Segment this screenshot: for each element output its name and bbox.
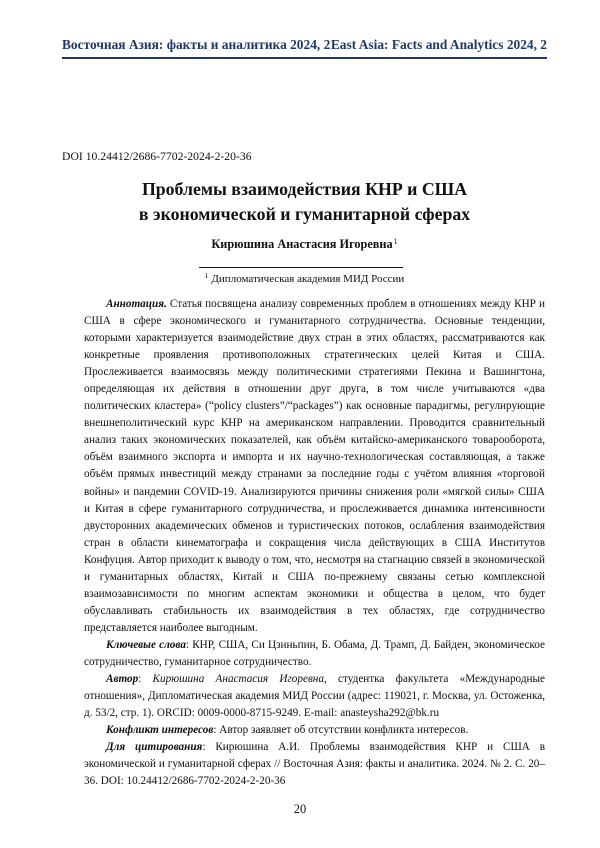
title-line-1: Проблемы взаимодействия КНР и США <box>141 179 468 199</box>
citation-label: Для цитирования <box>106 741 203 754</box>
abstract-paragraph <box>84 296 545 637</box>
page-number: 20 <box>293 802 307 816</box>
abstract-label: Аннотация. <box>106 298 167 310</box>
affiliation <box>62 271 547 285</box>
keywords-text: : КНР, США, Си Цзиньпин, Б. Обама, Д. Трамп, Д. Байден, экономическое сотрудничество, гуманитарное сотрудничество. <box>84 638 545 668</box>
affiliation-footnote-mark: 1 <box>204 271 209 280</box>
abstract-text: Статья посвящена анализу современных проблем в отношениях между КНР и США в сфере экономического и гуманитарного сотрудничества. Основные тенденции, которыми характеризуется взаимодействие двух стран в этих областях, рассматриваются как конкретные проявления противоположных стратегических целей Китая и США. Прослеживается взаимосвязь между политическими стратегиями Пекина и Вашингтона, определяющая их действия в отношении друг друга, в том числе учитываются «два политических кластера» (“policy clusters”/“packages”) как основные парадигмы, регулирующие внешнеполитический курс КНР на американском направлении. Проводится сравнительный анализ таких экономических показателей, как объём китайско-американского товарооборота, объём взаимного экспорта и импорта и их научно-технологическая составляющая, а также объём прямых инвестиций между странами за последние годы с учётом влияния «торговой войны» и пандемии COVID-19. Анализируются причины снижения роли «мягкой силы» США и Китая в сфере гуманитарного сотрудничества, и прослеживается динамика интенсивности двусторонних академических обменов и туристических потоков, ослабления взаимодействия стран в области кинематографа и сокращения числа действующих в США Институтов Конфуция. Автор приходит к выводу о том, что, несмотря на стагнацию связей в экономической и гуманитарных областях, Китай и США по-прежнему связаны сетью комплексной взаимозависимости по многим аспектам экономики и общества в целом, что будет обуславливать стабильность их взаимодействия в тех областях, где сотрудничество представляется наиболее выгодным. <box>84 298 545 634</box>
affiliation-rule <box>199 267 403 268</box>
affiliation-text: Дипломатическая академия МИД России <box>211 273 405 285</box>
author-info-paragraph: Автор: Кирюшина Анастасия Игоревна, студентка факультета «Международные отношения», Дипломатическая академия МИД России (адрес: 119021, г. Москва, ул. Остоженка, д. 53/2, стр. 1). ORCID: 0009-0000-8715-9249. E-mail: anasteysha292@bk.ru <box>84 673 545 720</box>
author-name: Кирюшина Анастасия Игоревна <box>211 237 393 251</box>
author-footnote-mark: 1 <box>393 237 398 246</box>
header-rule <box>62 57 547 59</box>
journal-title-ru: Восточная Азия: факты и аналитика 2024, 2 <box>62 37 331 52</box>
article-title <box>62 177 547 227</box>
running-header <box>62 37 547 53</box>
citation-text: : Кирюшина А.И. Проблемы взаимодействия КНР и США в экономической и гуманитарной сферах // Восточная Азия: факты и аналитика. 2024. № 2. С. 20–36. DOI: 10.24412/2686-7702-2024-2-20-36 <box>84 741 545 788</box>
journal-title-en: East Asia: Facts and Analytics 2024, 2 <box>330 37 547 52</box>
author-info-label: Автор <box>106 673 139 686</box>
doi: DOI 10.24412/2686-7702-2024-2-20-36 <box>62 150 252 163</box>
abstract-block <box>84 296 545 790</box>
conflict-label: Конфликт интересов <box>106 724 214 737</box>
author-line <box>62 237 547 252</box>
citation-paragraph <box>84 739 545 790</box>
conflict-paragraph <box>84 722 545 739</box>
conflict-text: : Автор заявляет об отсутствии конфликта интересов. <box>213 724 469 737</box>
title-line-2: в экономической и гуманитарной сферах <box>138 204 471 224</box>
author-info-text: , студентка факультета «Международные отношения», Дипломатическая академия МИД России (адрес: 119021, г. Москва, ул. Остоженка, д. 53/2, стр. 1). ORCID: 0009-0000-8715-9249. E-mail: anasteysha292@bk.ru <box>84 673 545 720</box>
keywords-label: Ключевые слова <box>106 638 186 651</box>
author-info-name: Кирюшина Анастасия Игоревна <box>152 673 324 686</box>
keywords-paragraph <box>84 637 545 671</box>
